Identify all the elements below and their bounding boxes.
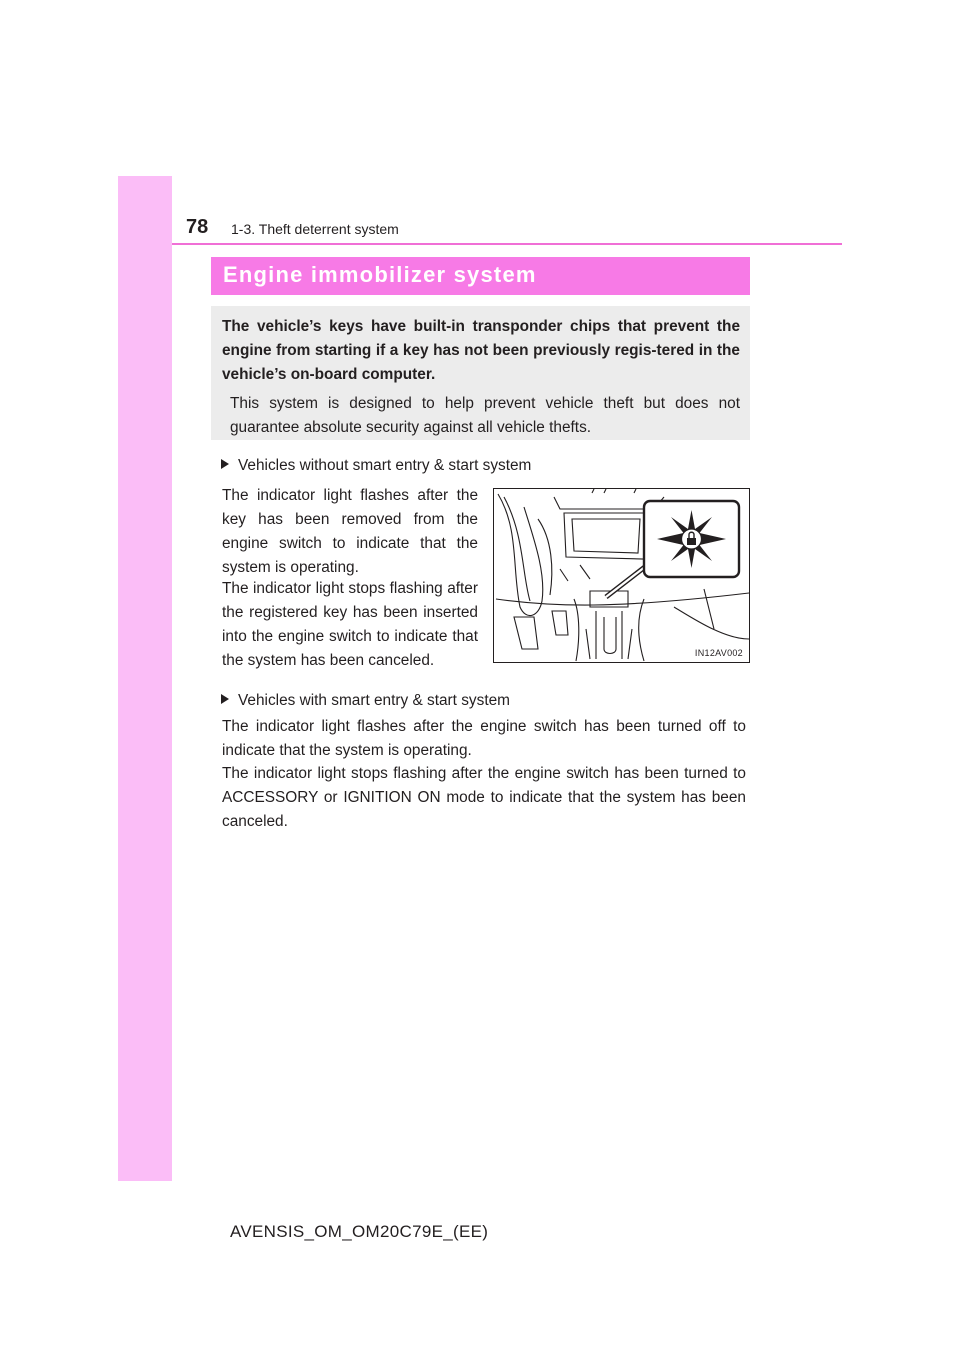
section-label: 1-3. Theft deterrent system <box>231 221 399 237</box>
bullet-with-smart <box>221 689 510 713</box>
bullet-triangle-icon <box>221 694 229 704</box>
without-smart-para-2: The indicator light stops flashing after the registered key has been inserted into the engine switch to indicate that the system has been canceled. <box>222 580 478 669</box>
side-tab-strip <box>118 176 172 1181</box>
bullet-with-smart-label: Vehicles with smart entry & start system <box>238 692 510 709</box>
bullet-without-smart <box>221 454 531 478</box>
intro-lead: The vehicle’s keys have built-in transponder chips that prevent the engine from starting if a key has not been previously regis-tered in the vehicle’s on-board computer. <box>222 318 740 383</box>
header-rule <box>172 243 842 245</box>
without-smart-para-1: The indicator light flashes after the key has been removed from the engine switch to indicate that the system is operating. <box>222 487 478 576</box>
figure-code: IN12AV002 <box>694 648 743 658</box>
bullet-triangle-icon <box>221 459 229 469</box>
document-footer: AVENSIS_OM_OM20C79E_(EE) <box>230 1222 489 1241</box>
bullet-without-smart-label: Vehicles without smart entry & start system <box>238 457 532 474</box>
section-title: Engine immobilizer system <box>223 262 537 287</box>
with-smart-para-1: The indicator light flashes after the engine switch has been turned off to indicate that the system is operating. <box>222 718 746 759</box>
intro-note: This system is designed to help prevent vehicle theft but does not guarantee absolute security against all vehicle thefts. <box>230 395 740 436</box>
with-smart-para-2: The indicator light stops flashing after the engine switch has been turned to ACCESSORY or IGNITION ON mode to indicate that the system has been canceled. <box>222 765 746 830</box>
intro-box <box>211 306 750 440</box>
section-title-bar <box>211 257 750 295</box>
dashboard-drawing <box>494 489 750 663</box>
dashboard-illustration <box>493 488 750 663</box>
page-number: 78 <box>186 216 209 238</box>
